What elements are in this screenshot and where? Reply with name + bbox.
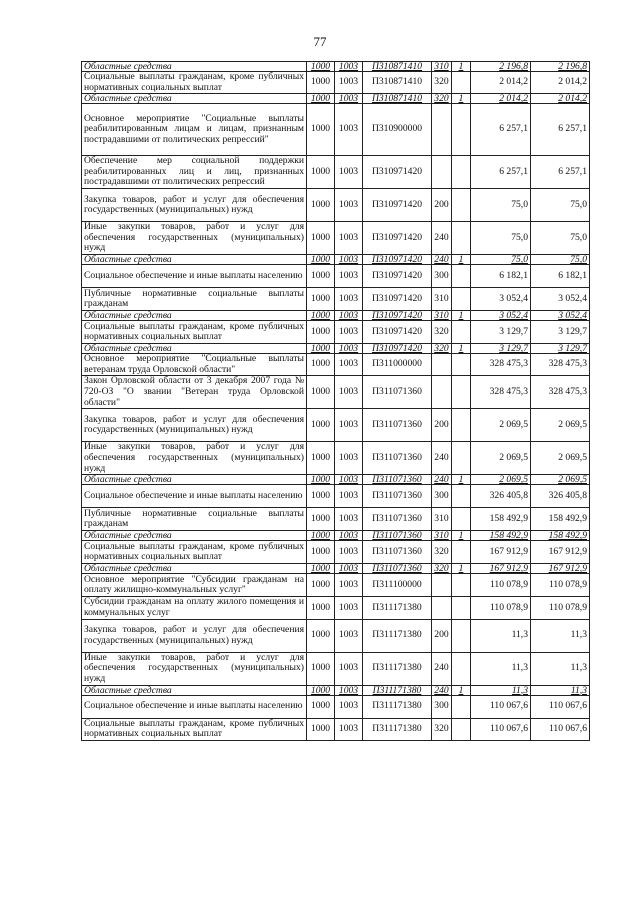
table-row [82, 376, 590, 409]
row-gr-code: 1000 [307, 652, 335, 685]
row-gr-code: 1000 [307, 222, 335, 255]
row-sum-2: 6 182,1 [531, 265, 590, 288]
row-sum-1: 3 052,4 [471, 288, 531, 311]
row-sum-2: 75,0 [531, 255, 590, 265]
region-funds-row [82, 344, 590, 354]
table-row [82, 409, 590, 442]
row-name: Социальное обеспечение и иные выплаты населению [82, 485, 307, 508]
row-sum-2: 6 257,1 [531, 104, 590, 156]
row-vr-code: 320 [432, 541, 452, 564]
row-vr-code: 240 [432, 685, 452, 695]
row-cs-code: П311171380 [363, 652, 432, 685]
row-gr-code: 1000 [307, 311, 335, 321]
row-gr-code: 1000 [307, 409, 335, 442]
row-cs-code: П311171380 [363, 597, 432, 619]
row-cs-code: П311071360 [363, 485, 432, 508]
row-sum-1: 110 078,9 [471, 574, 531, 597]
row-name: Публичные нормативные социальные выплаты гражданам [82, 508, 307, 531]
row-cs-code: П311071360 [363, 409, 432, 442]
row-ku-code: 1 [452, 564, 471, 574]
table-row [82, 508, 590, 531]
region-funds-row [82, 685, 590, 695]
row-gr-code: 1000 [307, 288, 335, 311]
region-funds-row [82, 564, 590, 574]
row-sum-1: 328 475,3 [471, 376, 531, 409]
row-cs-code: П311071360 [363, 508, 432, 531]
row-sum-1: 11,3 [471, 685, 531, 695]
row-cs-code: П310971420 [363, 255, 432, 265]
row-pr-code: 1003 [335, 652, 363, 685]
row-gr-code: 1000 [307, 104, 335, 156]
row-sum-1: 11,3 [471, 619, 531, 652]
page-number: 77 [313, 34, 327, 49]
row-pr-code: 1003 [335, 718, 363, 740]
row-sum-1: 6 257,1 [471, 156, 531, 189]
row-sum-1: 2 196,8 [471, 62, 531, 72]
region-funds-row [82, 311, 590, 321]
row-pr-code: 1003 [335, 288, 363, 311]
table-row [82, 265, 590, 288]
row-sum-1: 6 257,1 [471, 104, 531, 156]
row-name: Областные средства [82, 255, 307, 265]
row-cs-code: П310971420 [363, 321, 432, 344]
table-row [82, 354, 590, 376]
row-pr-code: 1003 [335, 685, 363, 695]
row-pr-code: 1003 [335, 311, 363, 321]
row-ku-code [452, 189, 471, 222]
row-sum-2: 2 014,2 [531, 72, 590, 94]
row-ku-code [452, 156, 471, 189]
row-sum-2: 11,3 [531, 619, 590, 652]
row-gr-code: 1000 [307, 156, 335, 189]
row-gr-code: 1000 [307, 62, 335, 72]
row-sum-1: 158 492,9 [471, 531, 531, 541]
row-vr-code: 240 [432, 475, 452, 485]
row-vr-code [432, 376, 452, 409]
row-sum-1: 326 405,8 [471, 485, 531, 508]
row-vr-code: 310 [432, 288, 452, 311]
row-pr-code: 1003 [335, 531, 363, 541]
table-row [82, 156, 590, 189]
row-ku-code [452, 485, 471, 508]
row-vr-code: 240 [432, 442, 452, 475]
row-name: Областные средства [82, 62, 307, 72]
row-vr-code: 320 [432, 718, 452, 740]
row-gr-code: 1000 [307, 255, 335, 265]
row-sum-1: 6 182,1 [471, 265, 531, 288]
table-row [82, 442, 590, 475]
row-gr-code: 1000 [307, 485, 335, 508]
row-sum-1: 158 492,9 [471, 508, 531, 531]
row-sum-2: 11,3 [531, 652, 590, 685]
row-vr-code [432, 156, 452, 189]
row-pr-code: 1003 [335, 62, 363, 72]
row-pr-code: 1003 [335, 156, 363, 189]
row-sum-2: 2 069,5 [531, 442, 590, 475]
row-name: Субсидии гражданам на оплату жилого помещения и коммунальных услуг [82, 597, 307, 619]
row-sum-2: 167 912,9 [531, 564, 590, 574]
row-sum-1: 2 014,2 [471, 72, 531, 94]
row-gr-code: 1000 [307, 564, 335, 574]
row-ku-code [452, 265, 471, 288]
row-sum-2: 110 067,6 [531, 718, 590, 740]
row-name: Социальные выплаты гражданам, кроме публичных нормативных социальных выплат [82, 321, 307, 344]
row-ku-code: 1 [452, 475, 471, 485]
row-name: Обеспечение мер социальной поддержки реабилитированных лиц и лиц, признанных пострадавшими от политических репрессий [82, 156, 307, 189]
row-sum-2: 158 492,9 [531, 508, 590, 531]
row-sum-1: 2 069,5 [471, 475, 531, 485]
row-vr-code [432, 104, 452, 156]
row-vr-code: 310 [432, 62, 452, 72]
row-name: Публичные нормативные социальные выплаты гражданам [82, 288, 307, 311]
row-cs-code: П310971420 [363, 156, 432, 189]
row-ku-code: 1 [452, 531, 471, 541]
row-vr-code: 320 [432, 564, 452, 574]
row-name: Областные средства [82, 94, 307, 104]
row-cs-code: П310971420 [363, 222, 432, 255]
row-gr-code: 1000 [307, 718, 335, 740]
table-row [82, 541, 590, 564]
table-row [82, 652, 590, 685]
row-vr-code [432, 354, 452, 376]
row-cs-code: П310971420 [363, 189, 432, 222]
row-cs-code: П311000000 [363, 354, 432, 376]
row-cs-code: П310900000 [363, 104, 432, 156]
row-pr-code: 1003 [335, 597, 363, 619]
row-pr-code: 1003 [335, 574, 363, 597]
row-gr-code: 1000 [307, 541, 335, 564]
row-vr-code [432, 574, 452, 597]
row-cs-code: П310971420 [363, 265, 432, 288]
row-name: Социальное обеспечение и иные выплаты населению [82, 695, 307, 718]
table-row [82, 695, 590, 718]
table-row [82, 189, 590, 222]
row-cs-code: П311071360 [363, 442, 432, 475]
row-gr-code: 1000 [307, 695, 335, 718]
row-cs-code: П310871410 [363, 62, 432, 72]
row-name: Закупка товаров, работ и услуг для обеспечения государственных (муниципальных) нужд [82, 409, 307, 442]
row-vr-code: 310 [432, 531, 452, 541]
row-sum-2: 11,3 [531, 685, 590, 695]
row-gr-code: 1000 [307, 354, 335, 376]
row-pr-code: 1003 [335, 72, 363, 94]
row-gr-code: 1000 [307, 265, 335, 288]
row-cs-code: П310871410 [363, 72, 432, 94]
row-pr-code: 1003 [335, 485, 363, 508]
row-sum-2: 75,0 [531, 222, 590, 255]
row-name: Иные закупки товаров, работ и услуг для обеспечения государственных (муниципальных) нужд [82, 222, 307, 255]
row-name: Областные средства [82, 344, 307, 354]
table-row [82, 72, 590, 94]
row-gr-code: 1000 [307, 597, 335, 619]
row-vr-code: 240 [432, 255, 452, 265]
row-name: Областные средства [82, 685, 307, 695]
row-pr-code: 1003 [335, 321, 363, 344]
row-sum-1: 2 069,5 [471, 442, 531, 475]
row-name: Основное мероприятие "Социальные выплаты ветеранам труда Орловской области" [82, 354, 307, 376]
row-pr-code: 1003 [335, 376, 363, 409]
row-sum-1: 3 129,7 [471, 344, 531, 354]
row-vr-code: 200 [432, 409, 452, 442]
row-name: Областные средства [82, 311, 307, 321]
row-ku-code [452, 354, 471, 376]
row-ku-code [452, 321, 471, 344]
table-row [82, 485, 590, 508]
row-gr-code: 1000 [307, 72, 335, 94]
row-ku-code: 1 [452, 94, 471, 104]
row-name: Закон Орловской области от 3 декабря 2007 года № 720-ОЗ "О звании "Ветеран труда Орловской области" [82, 376, 307, 409]
row-sum-1: 11,3 [471, 652, 531, 685]
row-sum-2: 2 069,5 [531, 409, 590, 442]
row-gr-code: 1000 [307, 508, 335, 531]
table-row [82, 321, 590, 344]
row-name: Иные закупки товаров, работ и услуг для обеспечения государственных (муниципальных) нужд [82, 442, 307, 475]
row-sum-2: 2 014,2 [531, 94, 590, 104]
row-name: Социальные выплаты гражданам, кроме публичных нормативных социальных выплат [82, 72, 307, 94]
table-row [82, 619, 590, 652]
region-funds-row [82, 531, 590, 541]
row-name: Социальные выплаты гражданам, кроме публичных нормативных социальных выплат [82, 718, 307, 740]
table-row [82, 222, 590, 255]
row-name: Социальные выплаты гражданам, кроме публичных нормативных социальных выплат [82, 541, 307, 564]
row-pr-code: 1003 [335, 265, 363, 288]
row-sum-2: 2 069,5 [531, 475, 590, 485]
region-funds-row [82, 475, 590, 485]
row-sum-1: 3 129,7 [471, 321, 531, 344]
region-funds-row [82, 62, 590, 72]
row-vr-code: 310 [432, 508, 452, 531]
row-cs-code: П311071360 [363, 541, 432, 564]
row-cs-code: П311171380 [363, 695, 432, 718]
row-vr-code: 300 [432, 695, 452, 718]
row-gr-code: 1000 [307, 685, 335, 695]
row-cs-code: П310971420 [363, 288, 432, 311]
row-ku-code [452, 597, 471, 619]
row-name: Основное мероприятие "Субсидии гражданам на оплату жилищно-коммунальных услуг" [82, 574, 307, 597]
row-ku-code [452, 442, 471, 475]
row-cs-code: П311171380 [363, 619, 432, 652]
table-row [82, 718, 590, 740]
row-pr-code: 1003 [335, 94, 363, 104]
row-sum-2: 328 475,3 [531, 354, 590, 376]
row-gr-code: 1000 [307, 376, 335, 409]
row-vr-code: 320 [432, 72, 452, 94]
row-sum-2: 2 196,8 [531, 62, 590, 72]
row-sum-2: 3 129,7 [531, 321, 590, 344]
row-name: Областные средства [82, 475, 307, 485]
row-pr-code: 1003 [335, 541, 363, 564]
row-ku-code [452, 718, 471, 740]
row-cs-code: П311100000 [363, 574, 432, 597]
row-sum-2: 326 405,8 [531, 485, 590, 508]
row-pr-code: 1003 [335, 255, 363, 265]
row-ku-code [452, 288, 471, 311]
row-vr-code: 240 [432, 222, 452, 255]
budget-table [81, 61, 590, 741]
row-sum-1: 75,0 [471, 255, 531, 265]
row-ku-code [452, 409, 471, 442]
row-ku-code: 1 [452, 62, 471, 72]
row-sum-2: 75,0 [531, 189, 590, 222]
row-cs-code: П311071360 [363, 475, 432, 485]
row-sum-1: 75,0 [471, 189, 531, 222]
row-ku-code [452, 619, 471, 652]
row-vr-code: 300 [432, 485, 452, 508]
row-cs-code: П310871410 [363, 94, 432, 104]
row-name: Закупка товаров, работ и услуг для обеспечения государственных (муниципальных) нужд [82, 619, 307, 652]
row-ku-code [452, 222, 471, 255]
row-sum-2: 110 067,6 [531, 695, 590, 718]
table-row [82, 104, 590, 156]
row-gr-code: 1000 [307, 442, 335, 475]
row-pr-code: 1003 [335, 564, 363, 574]
row-sum-1: 328 475,3 [471, 354, 531, 376]
row-gr-code: 1000 [307, 574, 335, 597]
row-pr-code: 1003 [335, 189, 363, 222]
row-sum-2: 110 078,9 [531, 574, 590, 597]
row-vr-code: 310 [432, 311, 452, 321]
row-ku-code [452, 72, 471, 94]
row-sum-1: 167 912,9 [471, 541, 531, 564]
row-sum-2: 3 052,4 [531, 288, 590, 311]
row-sum-1: 3 052,4 [471, 311, 531, 321]
row-sum-2: 328 475,3 [531, 376, 590, 409]
row-ku-code: 1 [452, 311, 471, 321]
row-ku-code [452, 104, 471, 156]
row-gr-code: 1000 [307, 619, 335, 652]
row-pr-code: 1003 [335, 442, 363, 475]
row-pr-code: 1003 [335, 695, 363, 718]
row-sum-2: 158 492,9 [531, 531, 590, 541]
row-cs-code: П311071360 [363, 376, 432, 409]
row-pr-code: 1003 [335, 354, 363, 376]
row-gr-code: 1000 [307, 344, 335, 354]
table-row [82, 574, 590, 597]
row-cs-code: П310971420 [363, 344, 432, 354]
row-name: Закупка товаров, работ и услуг для обеспечения государственных (муниципальных) нужд [82, 189, 307, 222]
row-gr-code: 1000 [307, 189, 335, 222]
row-cs-code: П310971420 [363, 311, 432, 321]
row-sum-2: 167 912,9 [531, 541, 590, 564]
row-gr-code: 1000 [307, 531, 335, 541]
row-pr-code: 1003 [335, 508, 363, 531]
row-pr-code: 1003 [335, 619, 363, 652]
row-ku-code [452, 508, 471, 531]
row-sum-1: 2 014,2 [471, 94, 531, 104]
budget-table-body [82, 62, 590, 741]
row-vr-code: 300 [432, 265, 452, 288]
row-name: Иные закупки товаров, работ и услуг для обеспечения государственных (муниципальных) нужд [82, 652, 307, 685]
row-vr-code [432, 597, 452, 619]
row-ku-code: 1 [452, 685, 471, 695]
row-vr-code: 240 [432, 652, 452, 685]
table-row [82, 288, 590, 311]
row-pr-code: 1003 [335, 409, 363, 442]
row-pr-code: 1003 [335, 222, 363, 255]
region-funds-row [82, 255, 590, 265]
row-sum-1: 110 067,6 [471, 695, 531, 718]
row-gr-code: 1000 [307, 321, 335, 344]
row-pr-code: 1003 [335, 475, 363, 485]
row-ku-code: 1 [452, 255, 471, 265]
row-name: Областные средства [82, 531, 307, 541]
row-cs-code: П311071360 [363, 531, 432, 541]
row-sum-2: 110 078,9 [531, 597, 590, 619]
row-ku-code: 1 [452, 344, 471, 354]
row-sum-2: 3 129,7 [531, 344, 590, 354]
row-sum-1: 167 912,9 [471, 564, 531, 574]
row-sum-1: 2 069,5 [471, 409, 531, 442]
table-row [82, 597, 590, 619]
row-ku-code [452, 695, 471, 718]
row-vr-code: 320 [432, 321, 452, 344]
region-funds-row [82, 94, 590, 104]
row-ku-code [452, 541, 471, 564]
row-vr-code: 320 [432, 344, 452, 354]
row-sum-1: 110 067,6 [471, 718, 531, 740]
row-sum-2: 6 257,1 [531, 156, 590, 189]
row-vr-code: 320 [432, 94, 452, 104]
row-name: Основное мероприятие "Социальные выплаты реабилитированным лицам и лицам, признанным пострадавшими от политических репрессий" [82, 104, 307, 156]
row-ku-code [452, 574, 471, 597]
row-cs-code: П311171380 [363, 718, 432, 740]
row-vr-code: 200 [432, 189, 452, 222]
row-name: Областные средства [82, 564, 307, 574]
row-cs-code: П311171380 [363, 685, 432, 695]
row-pr-code: 1003 [335, 344, 363, 354]
row-gr-code: 1000 [307, 475, 335, 485]
row-sum-2: 3 052,4 [531, 311, 590, 321]
row-pr-code: 1003 [335, 104, 363, 156]
row-sum-1: 75,0 [471, 222, 531, 255]
row-gr-code: 1000 [307, 94, 335, 104]
row-name: Социальное обеспечение и иные выплаты населению [82, 265, 307, 288]
row-ku-code [452, 376, 471, 409]
row-sum-1: 110 078,9 [471, 597, 531, 619]
row-cs-code: П311071360 [363, 564, 432, 574]
row-ku-code [452, 652, 471, 685]
row-vr-code: 200 [432, 619, 452, 652]
